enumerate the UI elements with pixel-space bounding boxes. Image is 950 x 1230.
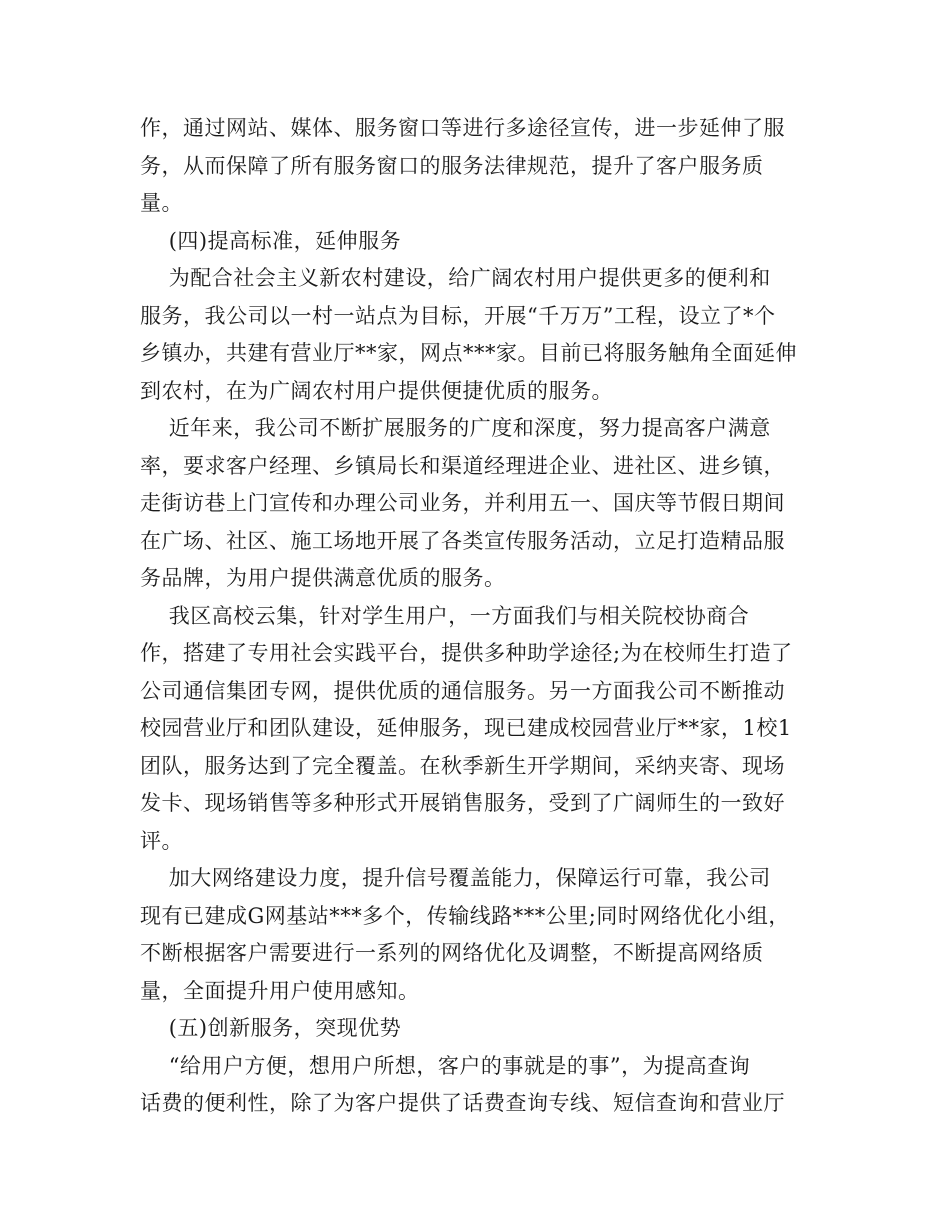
text-line: 务，从而保障了所有服务窗口的服务法律规范，提升了客户服务质 <box>140 153 764 178</box>
text-line: 团队，服务达到了完全覆盖。在秋季新生开学期间，采纳夹寄、现场 <box>140 753 785 778</box>
text-line: 校园营业厅和团队建设，延伸服务，现已建成校园营业厅**家，1校1 <box>140 716 792 740</box>
text-line: 现有已建成G网基站***多个，传输线路***公里;同时网络优化小组， <box>140 903 790 928</box>
text-line: 率，要求客户经理、乡镇局长和渠道经理进企业、进社区、进乡镇， <box>140 453 785 478</box>
text-line: 加大网络建设力度，提升信号覆盖能力，保障运行可靠，我公司 <box>140 866 771 890</box>
section-heading: (五)创新服务，突现优势 <box>140 1016 402 1040</box>
text-line: 不断根据客户需要进行一系列的网络优化及调整，不断提高网络质 <box>140 941 764 965</box>
text-line: 务品牌，为用户提供满意优质的服务。 <box>140 566 506 590</box>
text-line: 发卡、现场销售等多种形式开展销售服务，受到了广阔师生的一致好 <box>140 791 785 815</box>
text-line: 走街访巷上门宣传和办理公司业务，并利用五一、国庆等节假日期间 <box>140 491 785 515</box>
text-line: 近年来，我公司不断扩展服务的广度和深度，努力提高客户满意 <box>140 416 771 440</box>
text-line: 作，搭建了专用社会实践平台，提供多种助学途径;为在校师生打造了 <box>140 641 793 665</box>
text-line: 乡镇办，共建有营业厅**家，网点***家。目前已将服务触角全面延伸 <box>140 341 797 365</box>
text-line: 作，通过网站、媒体、服务窗口等进行多途径宣传，进一步延伸了服 <box>140 116 785 140</box>
document-body <box>140 110 805 1123</box>
text-line: 量，全面提升用户使用感知。 <box>140 978 420 1003</box>
text-line: 评。 <box>140 828 183 853</box>
text-line: “给用户方便，想用户所想，客户的事就是的事”，为提高查询 <box>140 1053 751 1078</box>
text-line: 为配合社会主义新农村建设，给广阔农村用户提供更多的便利和 <box>140 266 771 290</box>
text-line: 话费的便利性，除了为客户提供了话费查询专线、短信查询和营业厅 <box>140 1091 785 1115</box>
text-line: 我区高校云集，针对学生用户，一方面我们与相关院校协商合 <box>140 603 750 628</box>
section-heading: (四)提高标准，延伸服务 <box>140 228 402 253</box>
text-line: 到农村，在为广阔农村用户提供便捷优质的服务。 <box>140 378 613 403</box>
text-line: 量。 <box>140 191 183 215</box>
text-line: 在广场、社区、施工场地开展了各类宣传服务活动，立足打造精品服 <box>140 528 785 553</box>
text-line: 服务，我公司以一村一站点为目标，开展“千万万”工程，设立了*个 <box>140 303 776 328</box>
text-line: 公司通信集团专网，提供优质的通信服务。另一方面我公司不断推动 <box>140 678 785 703</box>
